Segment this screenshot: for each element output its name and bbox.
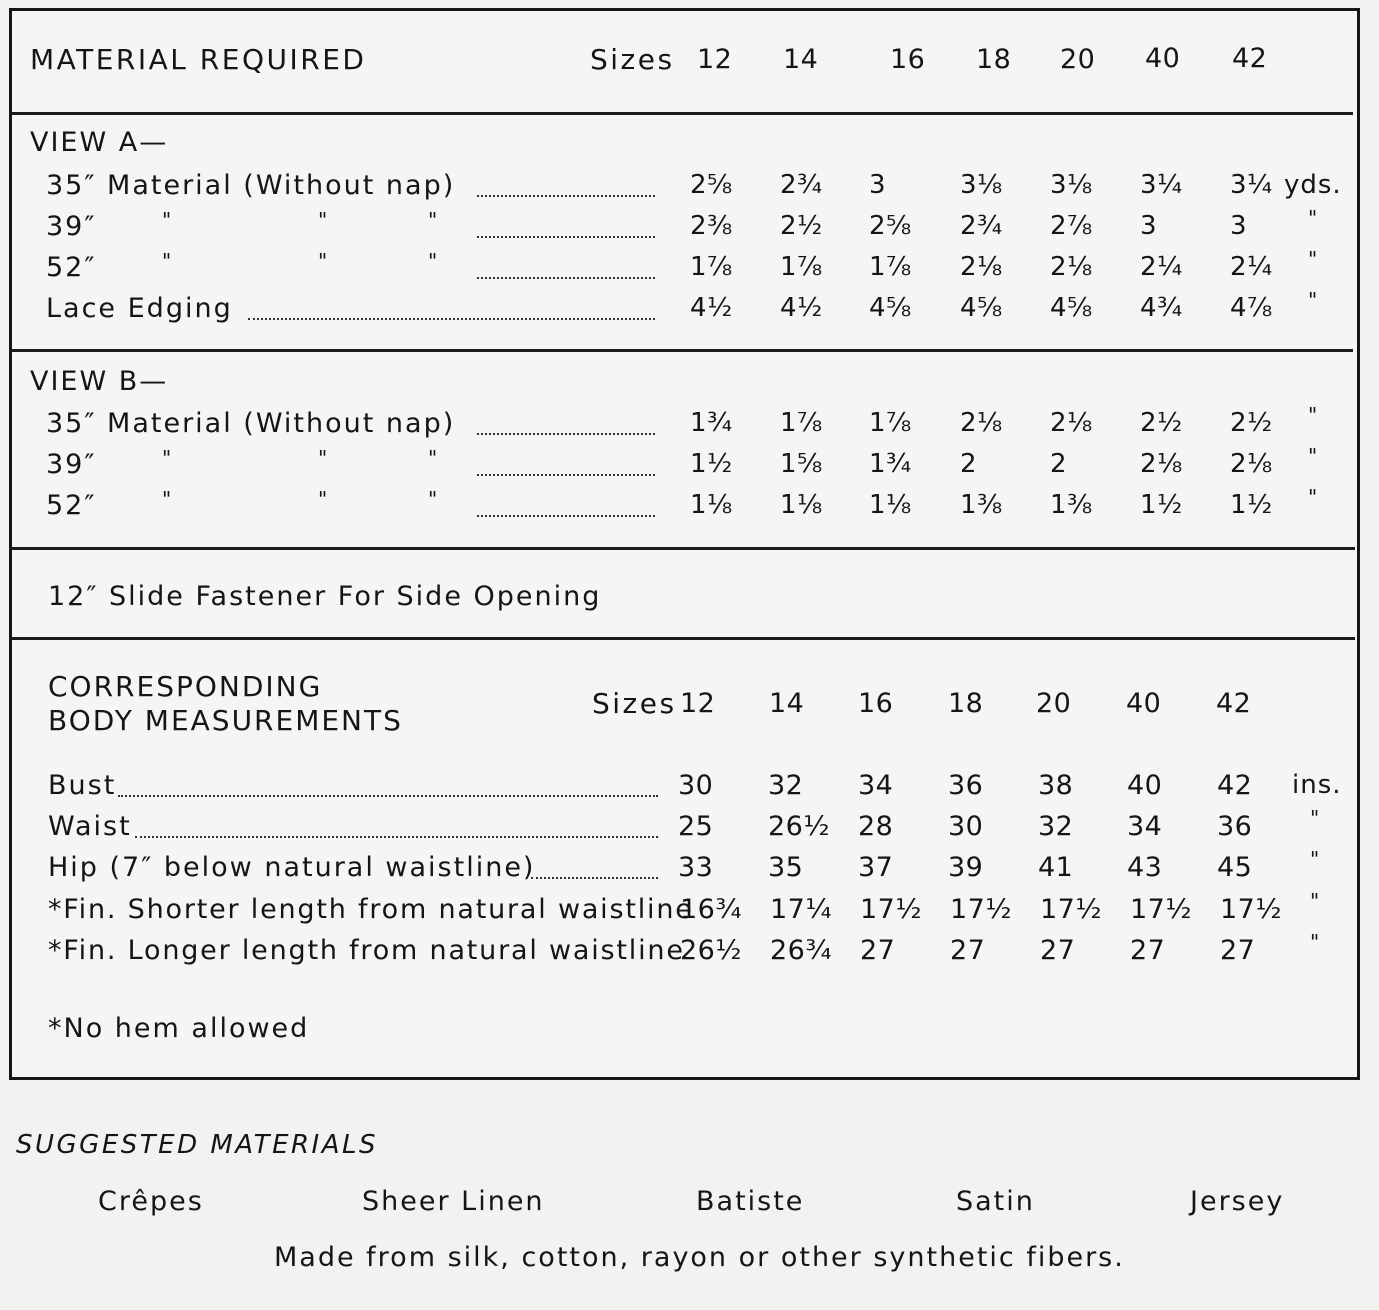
view-b-value: 1⅞ — [869, 408, 912, 438]
view-a-value: 4½ — [780, 293, 823, 323]
view-a-value: 1⅞ — [780, 252, 823, 282]
view-a-value: 3¼ — [1230, 170, 1273, 200]
leader-dots — [118, 795, 658, 797]
size-header: 20 — [1036, 688, 1072, 719]
ditto-mark: " — [428, 249, 439, 273]
measurement-value: 28 — [858, 811, 894, 842]
measurement-value: 32 — [1038, 811, 1074, 842]
measurement-value: 26¾ — [770, 935, 833, 966]
view-a-value: 3⅛ — [1050, 170, 1093, 200]
view-b-value: 2 — [1050, 449, 1068, 479]
ditto-mark: " — [318, 208, 329, 232]
leader-dots — [477, 515, 655, 517]
view-b-row-label: 35″ Material (Without nap) — [46, 408, 456, 439]
view-b-row-label: 39″ — [46, 449, 97, 480]
measurement-value: 45 — [1217, 852, 1253, 883]
ditto-mark: " — [318, 487, 329, 511]
measurement-value: 17½ — [860, 894, 923, 925]
measurement-value: 27 — [860, 935, 896, 966]
view-b-value: 2½ — [1140, 408, 1183, 438]
view-b-value: 2⅛ — [1050, 408, 1093, 438]
view-a-value: 2½ — [780, 211, 823, 241]
measurement-value: 41 — [1038, 852, 1074, 883]
measurement-value: 17½ — [950, 894, 1013, 925]
view-a-value: 4⅞ — [1230, 293, 1273, 323]
measurement-value: 33 — [678, 852, 714, 883]
material-item: Satin — [956, 1186, 1035, 1217]
view-a-value: 4⅝ — [869, 293, 912, 323]
material-item: Crêpes — [98, 1186, 204, 1217]
view-b-value: 1¾ — [869, 449, 912, 479]
measurement-value: 25 — [678, 811, 714, 842]
measurement-label: Waist — [48, 811, 132, 842]
fastener-note: 12″ Slide Fastener For Side Opening — [48, 581, 602, 612]
view-b-value: 1⅛ — [780, 490, 823, 520]
ditto-mark: " — [318, 249, 329, 273]
measurement-label: Hip (7″ below natural waistline) — [48, 852, 536, 883]
material-item: Jersey — [1190, 1186, 1285, 1217]
hem-note: *No hem allowed — [48, 1013, 310, 1044]
view-a-value: 2⅝ — [869, 211, 912, 241]
measurement-value: 26½ — [768, 811, 831, 842]
body-measurements-title: CORRESPONDING — [48, 670, 323, 703]
size-header: 42 — [1232, 43, 1268, 74]
view-b-value: 2⅛ — [1230, 449, 1273, 479]
view-a-row-label: 52″ — [46, 252, 97, 283]
view-a-value: 4⅝ — [960, 293, 1003, 323]
view-a-row-label: Lace Edging — [46, 293, 233, 324]
view-a-value: 2⅛ — [960, 252, 1003, 282]
measurement-value: 43 — [1127, 852, 1163, 883]
view-a-value: 3 — [1140, 211, 1158, 241]
measurement-value: 40 — [1127, 770, 1163, 801]
divider — [12, 112, 1353, 115]
view-b-value: 1⅜ — [1050, 490, 1093, 520]
size-header: 12 — [680, 688, 716, 719]
view-a-value: 2⅞ — [1050, 211, 1093, 241]
measurement-value: 27 — [1130, 935, 1166, 966]
view-b-value: 1½ — [1140, 490, 1183, 520]
measurement-label: *Fin. Longer length from natural waistline — [48, 935, 685, 966]
size-header: 40 — [1145, 43, 1181, 74]
body-measurements-title: BODY MEASUREMENTS — [48, 704, 403, 737]
view-a-value: 2¼ — [1140, 252, 1183, 282]
view-a-value: 3⅛ — [960, 170, 1003, 200]
view-b-value: 2⅛ — [960, 408, 1003, 438]
suggested-materials-heading: SUGGESTED MATERIALS — [16, 1130, 379, 1160]
view-b-value: 2 — [960, 449, 978, 479]
unit-label: ins. — [1292, 770, 1342, 800]
ditto-mark: " — [1308, 403, 1319, 427]
measurement-value: 27 — [1220, 935, 1256, 966]
measurement-value: 34 — [858, 770, 894, 801]
ditto-mark: " — [1310, 889, 1321, 913]
ditto-mark: " — [428, 208, 439, 232]
size-header: 18 — [976, 44, 1012, 75]
measurement-value: 39 — [948, 852, 984, 883]
ditto-mark: " — [428, 446, 439, 470]
ditto-mark: " — [1308, 206, 1319, 230]
ditto-mark: " — [162, 249, 173, 273]
leader-dots — [477, 277, 655, 279]
ditto-mark: " — [318, 446, 329, 470]
size-header: 40 — [1126, 688, 1162, 719]
view-b-value: 1⅛ — [690, 490, 733, 520]
measurement-value: 36 — [1217, 811, 1253, 842]
view-b-value: 1⅞ — [780, 408, 823, 438]
view-b-value: 2⅛ — [1140, 449, 1183, 479]
view-b-value: 1⅜ — [960, 490, 1003, 520]
size-header: 18 — [948, 688, 984, 719]
sizes-label: Sizes — [590, 43, 675, 76]
view-a-value: 4½ — [690, 293, 733, 323]
measurement-value: 37 — [858, 852, 894, 883]
ditto-mark: " — [1310, 930, 1321, 954]
size-header: 42 — [1216, 688, 1252, 719]
leader-dots — [477, 474, 655, 476]
measurement-value: 17½ — [1130, 894, 1193, 925]
measurement-value: 34 — [1127, 811, 1163, 842]
measurement-value: 27 — [950, 935, 986, 966]
divider — [12, 547, 1355, 550]
leader-dots — [531, 877, 658, 879]
leader-dots — [135, 836, 658, 838]
view-b-value: 1¾ — [690, 408, 733, 438]
size-header: 14 — [783, 44, 819, 75]
material-required-title: MATERIAL REQUIRED — [30, 43, 367, 76]
view-a-heading: VIEW A— — [30, 127, 169, 158]
measurement-label: Bust — [48, 770, 117, 801]
view-a-row-label: 35″ Material (Without nap) — [46, 170, 456, 201]
view-a-value: 3 — [869, 170, 887, 200]
measurement-value: 30 — [678, 770, 714, 801]
leader-dots — [477, 236, 655, 238]
view-b-value: 1½ — [1230, 490, 1273, 520]
view-b-value: 1½ — [690, 449, 733, 479]
size-header: 16 — [890, 44, 926, 75]
ditto-mark: " — [1310, 847, 1321, 871]
view-b-value: 2½ — [1230, 408, 1273, 438]
ditto-mark: " — [162, 208, 173, 232]
view-b-row-label: 52″ — [46, 490, 97, 521]
ditto-mark: " — [1308, 485, 1319, 509]
divider — [12, 349, 1353, 352]
size-header: 16 — [858, 688, 894, 719]
material-item: Sheer Linen — [362, 1186, 545, 1217]
ditto-mark: " — [428, 487, 439, 511]
measurement-label: *Fin. Shorter length from natural waistline — [48, 894, 694, 925]
leader-dots — [477, 195, 655, 197]
measurement-value: 38 — [1038, 770, 1074, 801]
view-a-value: 3¼ — [1140, 170, 1183, 200]
view-b-value: 1⅛ — [869, 490, 912, 520]
measurement-value: 35 — [768, 852, 804, 883]
measurement-value: 27 — [1040, 935, 1076, 966]
size-header: 12 — [697, 44, 733, 75]
measurement-value: 42 — [1217, 770, 1253, 801]
ditto-mark: " — [162, 487, 173, 511]
measurement-value: 26½ — [680, 935, 743, 966]
measurement-value: 30 — [948, 811, 984, 842]
material-item: Batiste — [696, 1186, 805, 1217]
sizes-label: Sizes — [592, 687, 677, 720]
view-a-value: 4⅝ — [1050, 293, 1093, 323]
leader-dots — [248, 318, 655, 320]
view-a-value: 2⅝ — [690, 170, 733, 200]
ditto-mark: " — [162, 446, 173, 470]
unit-label: yds. — [1284, 170, 1342, 200]
ditto-mark: " — [1308, 247, 1319, 271]
view-a-value: 2⅜ — [690, 211, 733, 241]
measurement-value: 36 — [948, 770, 984, 801]
view-a-value: 4¾ — [1140, 293, 1183, 323]
leader-dots — [477, 433, 655, 435]
view-a-value: 1⅞ — [690, 252, 733, 282]
view-a-row-label: 39″ — [46, 211, 97, 242]
measurement-value: 17½ — [1040, 894, 1103, 925]
view-b-value: 1⅝ — [780, 449, 823, 479]
view-a-value: 2¾ — [960, 211, 1003, 241]
measurement-value: 17½ — [1220, 894, 1283, 925]
view-a-value: 2¾ — [780, 170, 823, 200]
size-header: 14 — [769, 688, 805, 719]
view-a-value: 2¼ — [1230, 252, 1273, 282]
ditto-mark: " — [1310, 806, 1321, 830]
fibers-footnote: Made from silk, cotton, rayon or other synthetic fibers. — [274, 1242, 1125, 1273]
view-a-value: 3 — [1230, 211, 1248, 241]
ditto-mark: " — [1308, 288, 1319, 312]
view-a-value: 1⅞ — [869, 252, 912, 282]
divider — [12, 637, 1355, 640]
measurement-value: 16¾ — [680, 894, 743, 925]
measurement-value: 17¼ — [770, 894, 833, 925]
ditto-mark: " — [1308, 444, 1319, 468]
size-header: 20 — [1060, 44, 1096, 75]
view-a-value: 2⅛ — [1050, 252, 1093, 282]
view-b-heading: VIEW B— — [30, 366, 169, 397]
measurement-value: 32 — [768, 770, 804, 801]
